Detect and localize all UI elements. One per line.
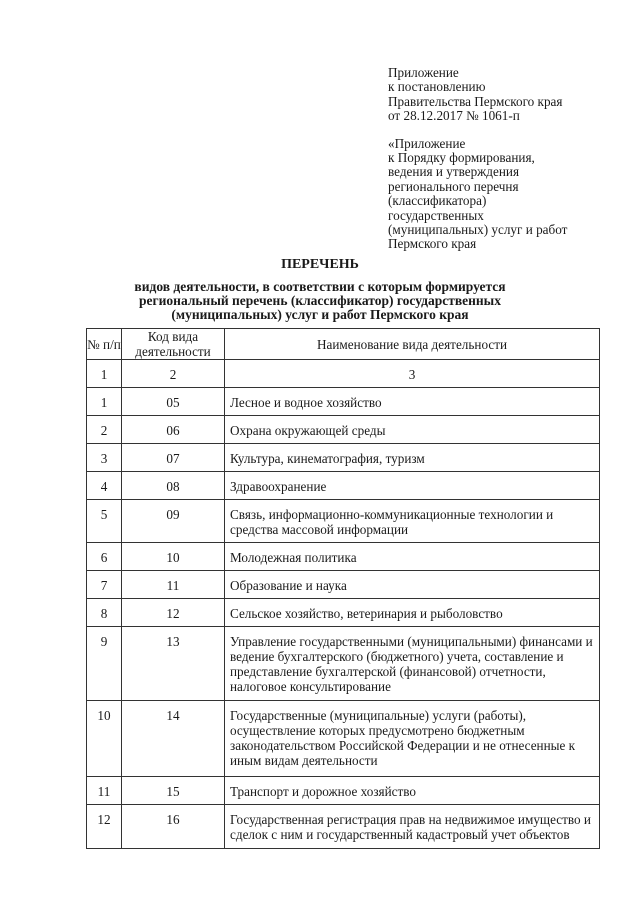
row-code: 06 — [122, 416, 225, 444]
row-num: 1 — [87, 388, 122, 416]
column-numbers-row — [87, 360, 600, 388]
row-code: 07 — [122, 444, 225, 472]
row-name: Образование и наука — [225, 571, 600, 599]
appendix-quote-line: регионального перечня — [388, 178, 519, 194]
row-name: Управление государственными (муниципальными) финансами и ведение бухгалтерского (бюджетного) учета, составление и представление бухгалтерской (финансовой) отчетности, налоговое консультирование — [225, 627, 600, 701]
table-row — [87, 599, 600, 627]
row-name: Лесное и водное хозяйство — [225, 388, 600, 416]
appendix-quote-line: государственных — [388, 207, 484, 223]
table-row — [87, 777, 600, 805]
row-code: 13 — [122, 627, 225, 701]
row-code: 14 — [122, 701, 225, 777]
row-code: 10 — [122, 543, 225, 571]
row-num: 5 — [87, 500, 122, 543]
row-num: 12 — [87, 805, 122, 849]
column-number: 1 — [87, 360, 122, 388]
row-code: 15 — [122, 777, 225, 805]
column-number: 2 — [122, 360, 225, 388]
appendix-line: Приложение — [388, 65, 459, 80]
row-name: Связь, информационно-коммуникационные технологии и средства массовой информации — [225, 500, 600, 543]
row-num: 11 — [87, 777, 122, 805]
appendix-quote-line: (муниципальных) услуг и работ — [388, 222, 568, 238]
row-name: Государственная регистрация прав на недвижимое имущество и сделок с ним и государственный кадастровый учет объектов — [225, 805, 600, 849]
row-num: 2 — [87, 416, 122, 444]
appendix-line: Правительства Пермского края — [388, 93, 563, 109]
row-name: Здравоохранение — [225, 472, 600, 500]
row-code: 05 — [122, 388, 225, 416]
row-code: 16 — [122, 805, 225, 849]
table-row — [87, 627, 600, 701]
appendix-quote-line: Пермского края — [388, 236, 477, 252]
row-num: 9 — [87, 627, 122, 701]
appendix-quote-line: «Приложение — [388, 135, 466, 151]
table-row — [87, 805, 600, 849]
table-row — [87, 388, 600, 416]
row-code: 11 — [122, 571, 225, 599]
table-row — [87, 571, 600, 599]
appendix-quote-line: ведения и утверждения — [388, 164, 520, 180]
table-row — [87, 543, 600, 571]
table-row — [87, 416, 600, 444]
row-name: Охрана окружающей среды — [225, 416, 600, 444]
row-name: Транспорт и дорожное хозяйство — [225, 777, 600, 805]
appendix-quote-line: к Порядку формирования, — [388, 150, 535, 166]
document-subtitle: видов деятельности, в соответствии с которым формируется региональный перечень (классификатор) государственных (муниципальных) услуг и работ Пермского края — [134, 279, 506, 322]
appendix-line: от 28.12.2017 № 1061-п — [388, 108, 520, 124]
row-code: 09 — [122, 500, 225, 543]
activities-table — [86, 328, 600, 849]
row-name: Молодежная политика — [225, 543, 600, 571]
row-num: 10 — [87, 701, 122, 777]
header-code: Код вида деятельности — [122, 329, 225, 360]
row-name: Культура, кинематография, туризм — [225, 444, 600, 472]
appendix-quote-line: (классификатора) — [388, 193, 487, 209]
row-num: 8 — [87, 599, 122, 627]
row-name: Государственные (муниципальные) услуги (работы), осуществление которых предусмотрено бюджетным законодательством Российской Федерации и не отнесенные к иным видам деятельности — [225, 701, 600, 777]
row-code: 08 — [122, 472, 225, 500]
column-number: 3 — [225, 360, 600, 388]
document-title: ПЕРЕЧЕНЬ — [281, 257, 359, 272]
row-num: 6 — [87, 543, 122, 571]
row-num: 7 — [87, 571, 122, 599]
table-row — [87, 701, 600, 777]
header-name: Наименование вида деятельности — [225, 329, 600, 360]
row-num: 3 — [87, 444, 122, 472]
header-num: № п/п — [87, 329, 122, 360]
appendix-line: к постановлению — [388, 79, 486, 95]
row-code: 12 — [122, 599, 225, 627]
table-row — [87, 472, 600, 500]
row-num: 4 — [87, 472, 122, 500]
appendix-block — [388, 66, 567, 252]
table-header-row — [87, 329, 600, 360]
table-row — [87, 444, 600, 472]
row-name: Сельское хозяйство, ветеринария и рыболовство — [225, 599, 600, 627]
table-row — [87, 500, 600, 543]
